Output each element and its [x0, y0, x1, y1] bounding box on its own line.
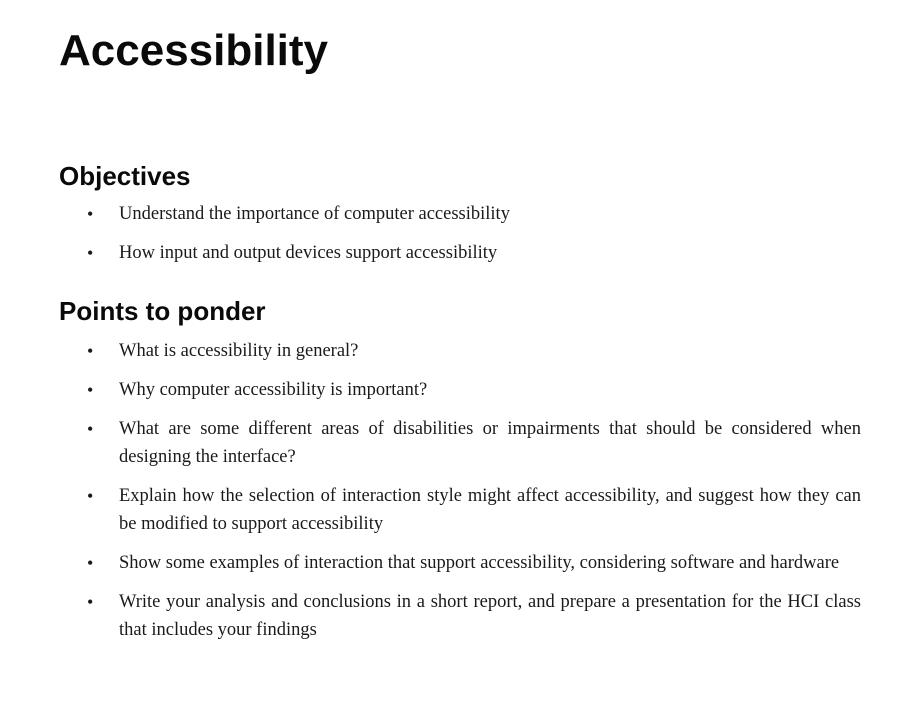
list-item-text: Understand the importance of computer accessibility: [119, 204, 510, 224]
list-item: [0, 588, 916, 644]
list-item: [0, 482, 916, 538]
bullet-icon: •: [87, 243, 94, 263]
bullet-icon: •: [87, 553, 94, 573]
list-item-text: What are some different areas of disabilities or impairments that should be considered when designing the interface?: [119, 419, 861, 467]
bullet-icon: •: [87, 341, 94, 361]
bullet-icon: •: [87, 592, 94, 612]
list-item: [0, 376, 916, 404]
bullet-icon: •: [87, 204, 94, 224]
list-item-text: What is accessibility in general?: [119, 341, 359, 361]
points-to-ponder-heading: Points to ponder: [59, 296, 266, 326]
list-item: [0, 239, 916, 267]
bullet-icon: •: [87, 380, 94, 400]
objectives-heading: Objectives: [59, 161, 191, 191]
bullet-icon: •: [87, 419, 94, 439]
page-title: Accessibility: [59, 26, 329, 75]
list-item: [0, 415, 916, 471]
list-item-text: Why computer accessibility is important?: [119, 380, 428, 400]
list-item-text: Explain how the selection of interaction style might affect accessibility, and suggest how they can be modified to support accessibility: [119, 486, 861, 534]
list-item-text: Write your analysis and conclusions in a short report, and prepare a presentation for the HCI class that includes your findings: [119, 592, 861, 640]
list-item: [0, 337, 916, 365]
list-item: [0, 549, 916, 577]
bullet-icon: •: [87, 486, 94, 506]
list-item: [0, 200, 916, 228]
objectives-list: [0, 200, 916, 278]
list-item-text: How input and output devices support accessibility: [119, 243, 498, 263]
points-to-ponder-list: [0, 337, 916, 655]
list-item-text: Show some examples of interaction that support accessibility, considering software and hardware: [119, 553, 840, 573]
